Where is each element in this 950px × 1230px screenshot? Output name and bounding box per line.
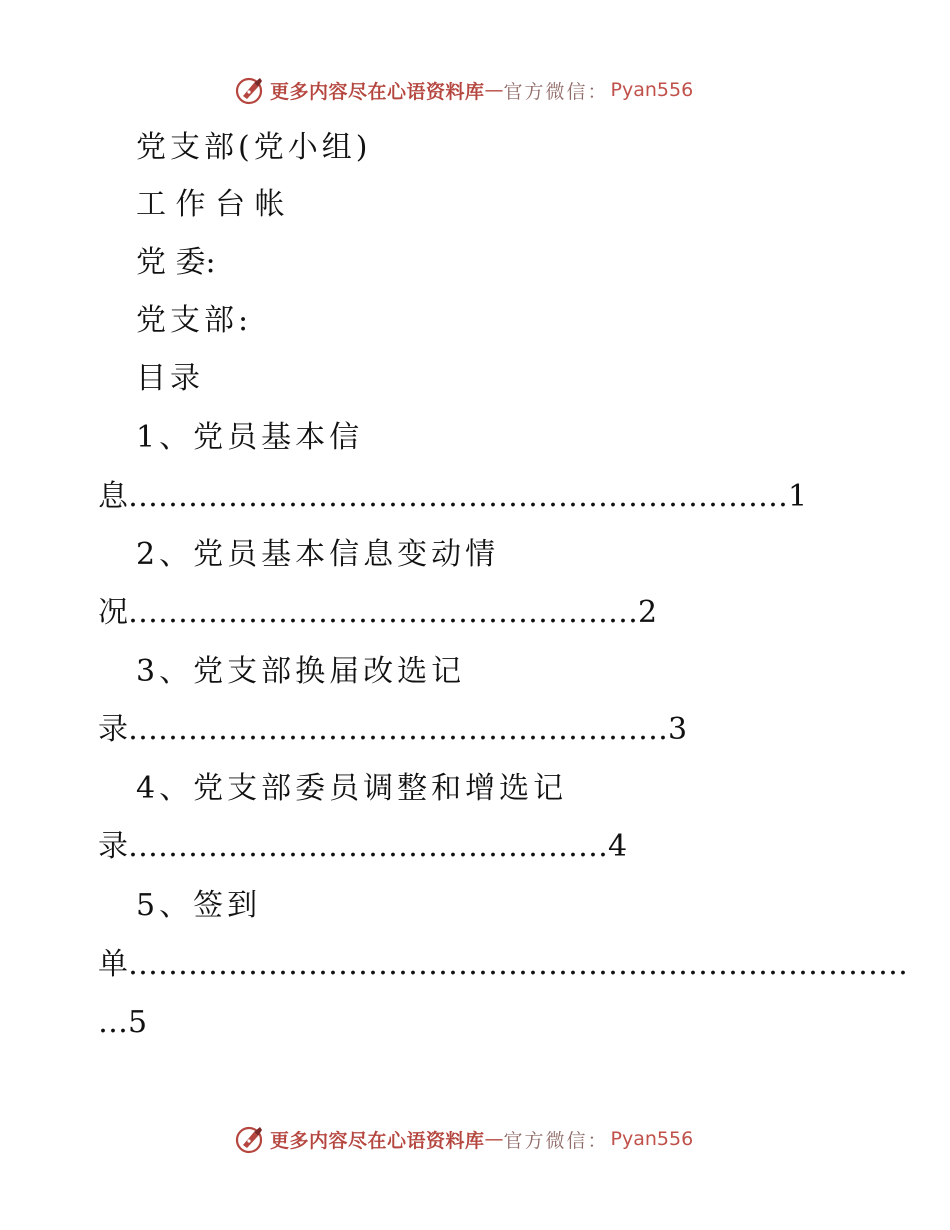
toc-entry-1-cont: 息	[98, 479, 128, 514]
watermark-wechat-id: Pyan556	[610, 1128, 694, 1150]
toc-entry-4-title: 4、党支部委员调整和增选记	[136, 771, 568, 806]
committee-label: 党 委:	[136, 245, 216, 280]
watermark-sub-text: 官方微信：	[503, 80, 609, 103]
toc-entry-1-page: 1	[788, 479, 808, 514]
toc-entry-2-cont: 况	[98, 595, 128, 630]
toc-entry-5-leader	[98, 945, 908, 985]
toc-entry-2-leader	[98, 593, 657, 633]
watermark-main-text: 更多内容尽在心语资料库	[270, 1129, 485, 1152]
doc-title-line2: 工 作 台 帐	[136, 187, 285, 222]
toc-entry-4-cont: 录	[98, 829, 128, 864]
toc-entry-3-title: 3、党支部换届改选记	[136, 654, 466, 689]
toc-entry-5-page: 5	[128, 1005, 148, 1040]
toc-entry-4-dots: …………………………………………	[128, 829, 608, 864]
toc-entry-4-page: 4	[608, 829, 628, 864]
toc-entry-1-title: 1、党员基本信	[136, 420, 364, 455]
toc-entry-4-leader	[98, 827, 627, 867]
fountain-pen-logo-icon	[234, 74, 266, 106]
toc-entry-5-dots: ……………………………………………………………………	[128, 947, 908, 982]
toc-entry-2-dots: ……………………………………………	[128, 595, 638, 630]
toc-entry-3-cont: 录	[98, 712, 128, 747]
toc-entry-5-cont: 单	[98, 947, 128, 982]
toc-entry-5-wrap-dots: …	[98, 1005, 128, 1040]
watermark-wechat-id: Pyan556	[610, 79, 694, 101]
toc-entry-3-dots: ………………………………………………	[128, 712, 668, 747]
header-watermark	[234, 72, 693, 108]
toc-entry-5-wrap	[98, 1003, 147, 1043]
watermark-main-text: 更多内容尽在心语资料库	[270, 80, 485, 103]
fountain-pen-logo-icon	[234, 1123, 266, 1155]
toc-entry-2-page: 2	[638, 595, 658, 630]
doc-title-line1: 党支部(党小组)	[136, 130, 372, 165]
toc-entry-2-title: 2、党员基本信息变动情	[136, 537, 500, 572]
toc-entry-5-title: 5、签到	[136, 888, 262, 923]
toc-entry-3-leader	[98, 710, 687, 750]
toc-heading: 目录	[136, 361, 204, 396]
toc-entry-1-dots: …………………………………………………………	[128, 479, 788, 514]
footer-watermark	[234, 1121, 693, 1157]
watermark-separator: —	[484, 1128, 504, 1150]
watermark-sub-text: 官方微信：	[503, 1129, 609, 1152]
toc-entry-3-page: 3	[668, 712, 688, 747]
toc-entry-1-leader	[98, 477, 807, 517]
watermark-separator: —	[484, 79, 504, 101]
branch-label: 党支部:	[136, 303, 253, 338]
